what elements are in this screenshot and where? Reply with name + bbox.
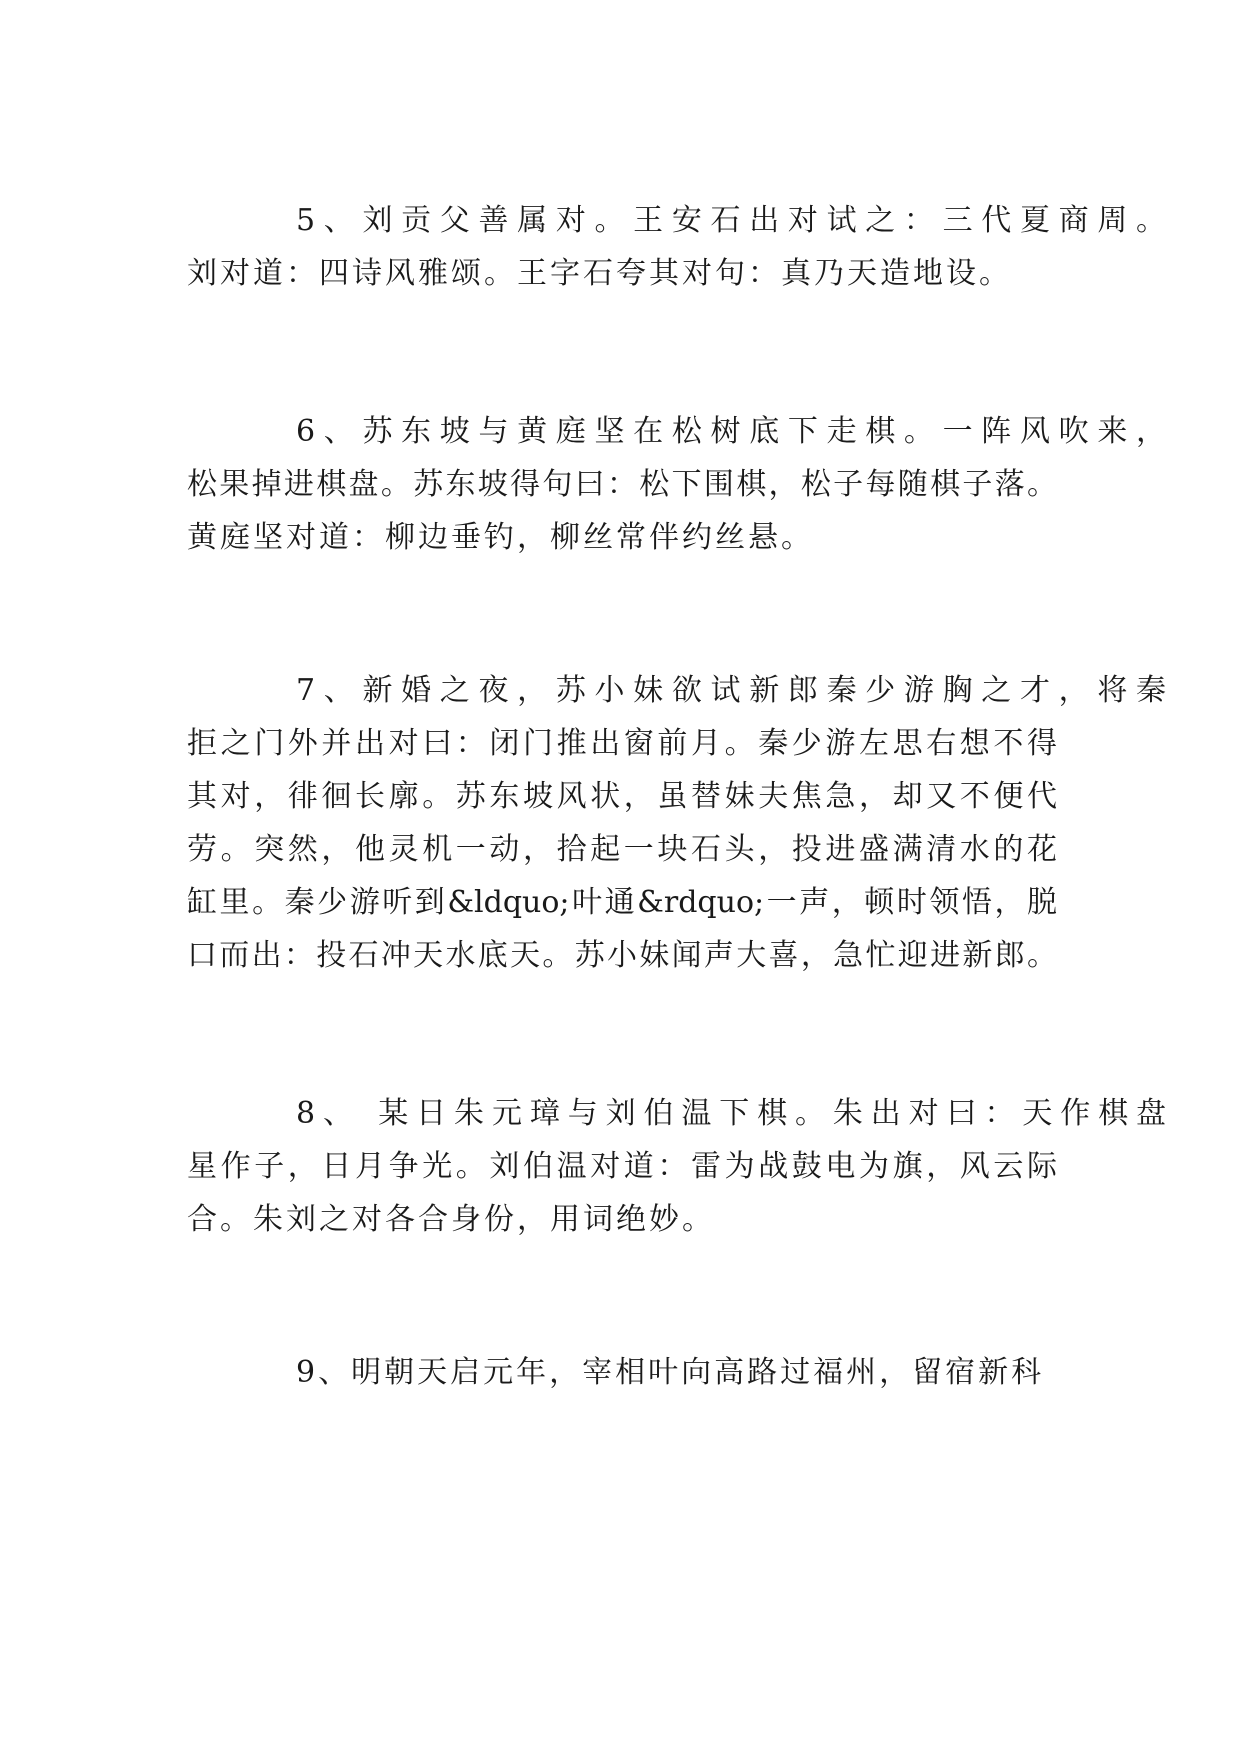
paragraph-5-line-1: 5、刘贡父善属对。王安石出对试之：三代夏商周。 <box>296 203 1166 238</box>
paragraph-8-line-2: 星作子，日月争光。刘伯温对道：雷为战鼓电为旗，风云际 <box>187 1149 1057 1184</box>
paragraph-7-line-5: 缸里。秦少游听到&ldquo;叶通&rdquo;一声，顿时领悟，脱 <box>187 885 1057 920</box>
paragraph-6-line-2: 松果掉进棋盘。苏东坡得句曰：松下围棋，松子每随棋子落。 <box>187 467 1057 502</box>
paragraph-6-line-3: 黄庭坚对道：柳边垂钓，柳丝常伴约丝悬。 <box>187 520 814 555</box>
paragraph-7-line-6: 口而出：投石冲天水底天。苏小妹闻声大喜，急忙迎进新郎。 <box>187 938 1057 973</box>
paragraph-8-line-1: 8、 某日朱元璋与刘伯温下棋。朱出对曰：天作棋盘 <box>296 1096 1166 1131</box>
paragraph-5-line-2: 刘对道：四诗风雅颂。王字石夸其对句：真乃天造地设。 <box>187 256 1012 291</box>
paragraph-9-line-1: 9、明朝天启元年，宰相叶向高路过福州，留宿新科 <box>296 1355 1045 1390</box>
paragraph-8-line-3: 合。朱刘之对各合身份，用词绝妙。 <box>187 1202 715 1237</box>
paragraph-7-line-1: 7、新婚之夜，苏小妹欲试新郎秦少游胸之才，将秦 <box>296 673 1166 708</box>
paragraph-7-line-3: 其对，徘徊长廓。苏东坡风状，虽替妹夫焦急，却又不便代 <box>187 779 1057 814</box>
paragraph-7-line-2: 拒之门外并出对曰：闭门推出窗前月。秦少游左思右想不得 <box>187 726 1057 761</box>
paragraph-7-line-4: 劳。突然，他灵机一动，拾起一块石头，投进盛满清水的花 <box>187 832 1057 867</box>
paragraph-6-line-1: 6、苏东坡与黄庭坚在松树底下走棋。一阵风吹来， <box>296 414 1166 449</box>
